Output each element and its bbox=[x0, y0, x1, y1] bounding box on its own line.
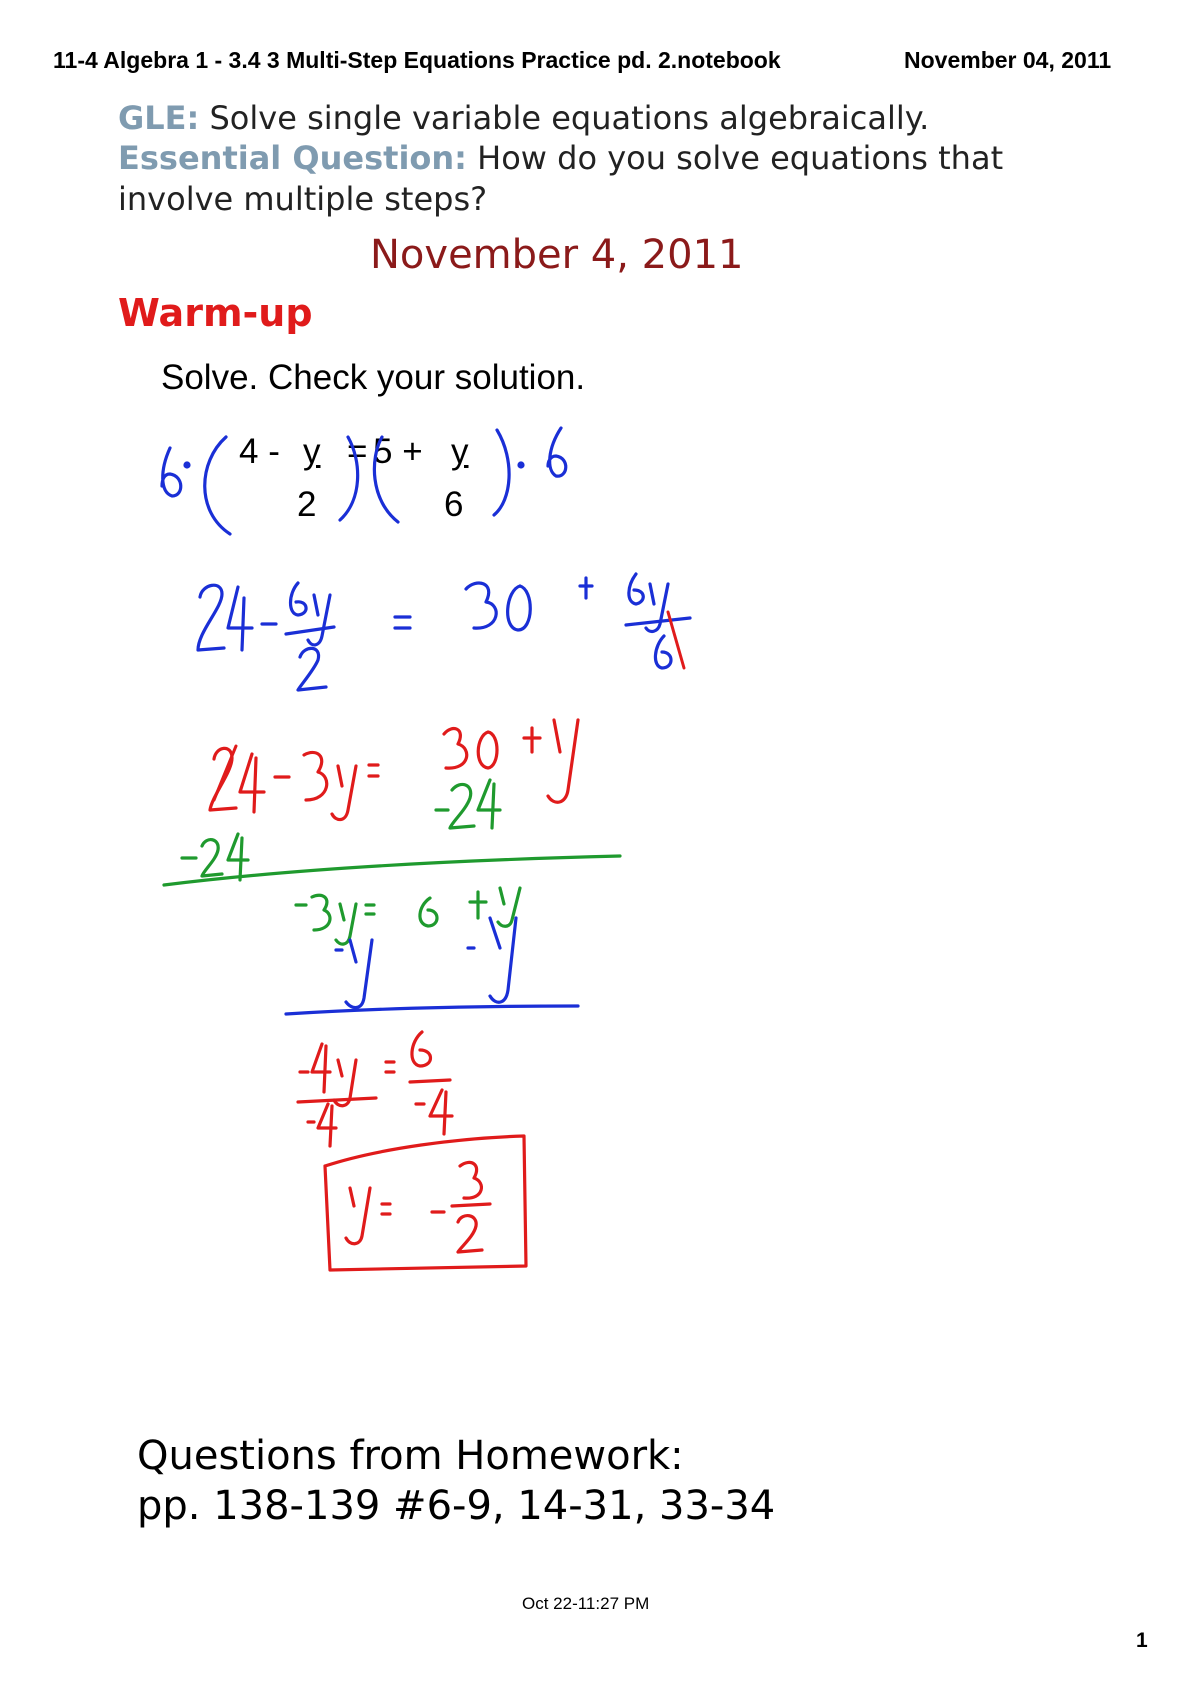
gle-label: GLE: bbox=[118, 99, 200, 137]
ink-line-multiply bbox=[198, 574, 690, 690]
ink-line-subtract-y bbox=[286, 918, 578, 1014]
homework-heading: Questions from Homework: bbox=[137, 1433, 684, 1479]
essential-question-label: Essential Question: bbox=[118, 139, 467, 177]
equation-rhs-int: 5 + bbox=[373, 432, 423, 471]
header-date: November 04, 2011 bbox=[904, 47, 1112, 73]
ink-answer-box bbox=[325, 1136, 526, 1270]
ink-line-divide bbox=[298, 1032, 452, 1146]
equation-rhs-num: y bbox=[451, 432, 469, 471]
equation-lhs-den: 2 bbox=[297, 485, 317, 524]
equation-lhs-num: y bbox=[303, 432, 321, 471]
essential-question-line-2: involve multiple steps? bbox=[118, 180, 488, 218]
equation-equals: = bbox=[347, 432, 368, 471]
homework-assignment: pp. 138-139 #6-9, 14-31, 33-34 bbox=[137, 1483, 776, 1529]
page-number: 1 bbox=[1136, 1629, 1148, 1652]
lesson-date: November 4, 2011 bbox=[370, 232, 744, 278]
warmup-title: Warm-up bbox=[118, 291, 313, 335]
equation-lhs-int: 4 - bbox=[239, 432, 280, 471]
equation-rhs-den: 6 bbox=[444, 485, 464, 524]
ink-line-simplify bbox=[210, 720, 578, 820]
essential-question-text: How do you solve equations that bbox=[466, 139, 1004, 177]
ink-line-subtract-24 bbox=[164, 780, 620, 885]
ink-line-isolate bbox=[296, 888, 520, 944]
ink-line-distribute bbox=[162, 428, 566, 534]
gle-text: Solve single variable equations algebraically. bbox=[199, 99, 930, 137]
footer-timestamp: Oct 22-11:27 PM bbox=[522, 1594, 650, 1613]
notebook-title: 11-4 Algebra 1 - 3.4 3 Multi-Step Equations Practice pd. 2.notebook bbox=[53, 47, 781, 73]
warmup-instruction: Solve. Check your solution. bbox=[161, 358, 586, 397]
